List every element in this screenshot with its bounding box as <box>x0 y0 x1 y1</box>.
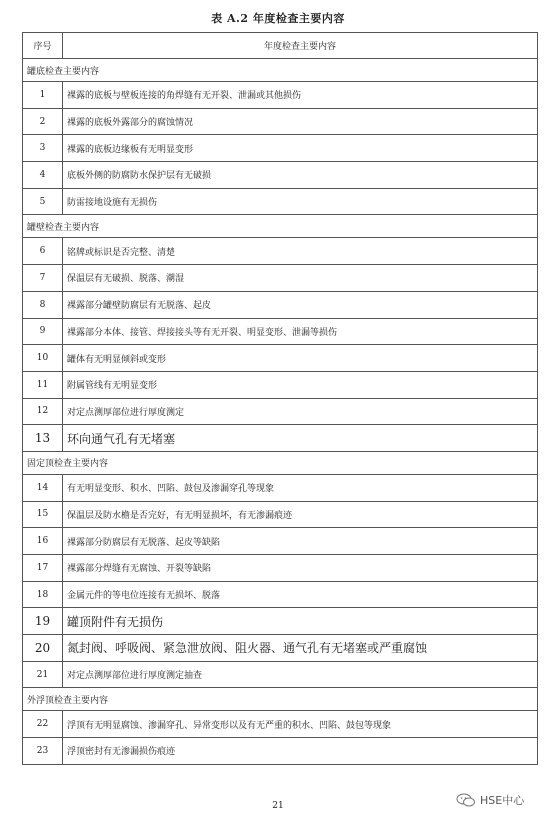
table-row <box>23 82 538 109</box>
section-title: 罐底检查主要内容 <box>23 59 538 82</box>
row-number: 12 <box>23 398 63 425</box>
row-content: 保温层及防水檐是否完好，有无明显损坏，有无渗漏痕迹 <box>63 501 538 528</box>
watermark <box>456 792 524 808</box>
row-number: 9 <box>23 318 63 345</box>
table-row <box>23 528 538 555</box>
wechat-icon <box>456 793 476 807</box>
row-content: 裸露的底板边缘板有无明显变形 <box>63 135 538 162</box>
row-content: 裸露部分本体、接管、焊接接头等有无开裂、明显变形、泄漏等损伤 <box>63 318 538 345</box>
table-title: 表 A.2 年度检查主要内容 <box>211 12 345 25</box>
row-content: 罐顶附件有无损伤 <box>63 608 538 635</box>
table-row <box>23 474 538 501</box>
row-number: 21 <box>23 661 63 688</box>
section-row <box>23 215 538 238</box>
row-number: 8 <box>23 291 63 318</box>
section-row <box>23 688 538 711</box>
row-content: 对定点测厚部位进行厚度测定抽查 <box>63 661 538 688</box>
table-row <box>23 738 538 765</box>
row-content: 氮封阀、呼吸阀、紧急泄放阀、阻火器、通气孔有无堵塞或严重腐蚀 <box>63 635 538 662</box>
section-row <box>23 451 538 474</box>
row-number: 1 <box>23 82 63 109</box>
row-number: 15 <box>23 501 63 528</box>
inspection-table <box>22 32 538 765</box>
row-number: 16 <box>23 528 63 555</box>
row-number: 14 <box>23 474 63 501</box>
row-content: 环向通气孔有无堵塞 <box>63 425 538 452</box>
row-number: 19 <box>23 608 63 635</box>
row-content: 裸露部分罐壁防腐层有无脱落、起皮 <box>63 291 538 318</box>
row-content: 裸露的底板与壁板连接的角焊缝有无开裂、泄漏或其他损伤 <box>63 82 538 109</box>
row-content: 有无明显变形、积水、凹陷、鼓包及渗漏穿孔等现象 <box>63 474 538 501</box>
page-number: 21 <box>272 801 284 811</box>
table-row <box>23 135 538 162</box>
row-content: 保温层有无破损、脱落、潮湿 <box>63 265 538 292</box>
table-row <box>23 108 538 135</box>
table-row <box>23 345 538 372</box>
table-row <box>23 238 538 265</box>
row-content: 裸露的底板外露部分的腐蚀情况 <box>63 108 538 135</box>
section-row <box>23 59 538 82</box>
table-row <box>23 162 538 189</box>
row-number: 2 <box>23 108 63 135</box>
section-title: 罐壁检查主要内容 <box>23 215 538 238</box>
row-number: 11 <box>23 371 63 398</box>
row-number: 18 <box>23 581 63 608</box>
table-row <box>23 265 538 292</box>
table-row <box>23 635 538 662</box>
row-content: 罐体有无明显倾斜或变形 <box>63 345 538 372</box>
row-number: 4 <box>23 162 63 189</box>
watermark-text: HSE中心 <box>480 794 525 807</box>
row-number: 17 <box>23 555 63 582</box>
row-number: 13 <box>23 425 63 452</box>
table-body <box>23 59 538 765</box>
row-content: 附属管线有无明显变形 <box>63 371 538 398</box>
row-number: 20 <box>23 635 63 662</box>
row-number: 23 <box>23 738 63 765</box>
header-no: 序号 <box>23 33 63 59</box>
row-content: 裸露部分防腐层有无脱落、起皮等缺陷 <box>63 528 538 555</box>
table-row <box>23 398 538 425</box>
table-row <box>23 711 538 738</box>
row-content: 浮顶有无明显腐蚀、渗漏穿孔、异常变形以及有无严重的积水、凹陷、鼓包等现象 <box>63 711 538 738</box>
table-row <box>23 581 538 608</box>
section-title: 外浮顶检查主要内容 <box>23 688 538 711</box>
row-number: 3 <box>23 135 63 162</box>
row-content: 对定点测厚部位进行厚度测定 <box>63 398 538 425</box>
section-title: 固定顶检查主要内容 <box>23 451 538 474</box>
row-number: 7 <box>23 265 63 292</box>
row-content: 防雷接地设施有无损伤 <box>63 188 538 215</box>
row-content: 底板外侧的防腐防水保护层有无破损 <box>63 162 538 189</box>
table-row <box>23 661 538 688</box>
row-number: 6 <box>23 238 63 265</box>
table-row <box>23 371 538 398</box>
table-row <box>23 425 538 452</box>
table-row <box>23 555 538 582</box>
table-row <box>23 318 538 345</box>
row-content: 金属元件的等电位连接有无损坏、脱落 <box>63 581 538 608</box>
table-row <box>23 501 538 528</box>
row-number: 22 <box>23 711 63 738</box>
table-row <box>23 608 538 635</box>
table-header-row <box>23 33 538 59</box>
row-content: 铭牌或标识是否完整、清楚 <box>63 238 538 265</box>
table-row <box>23 291 538 318</box>
row-number: 10 <box>23 345 63 372</box>
row-content: 裸露部分焊缝有无腐蚀、开裂等缺陷 <box>63 555 538 582</box>
header-content: 年度检查主要内容 <box>63 33 538 59</box>
table-row <box>23 188 538 215</box>
row-content: 浮顶密封有无渗漏损伤痕迹 <box>63 738 538 765</box>
row-number: 5 <box>23 188 63 215</box>
